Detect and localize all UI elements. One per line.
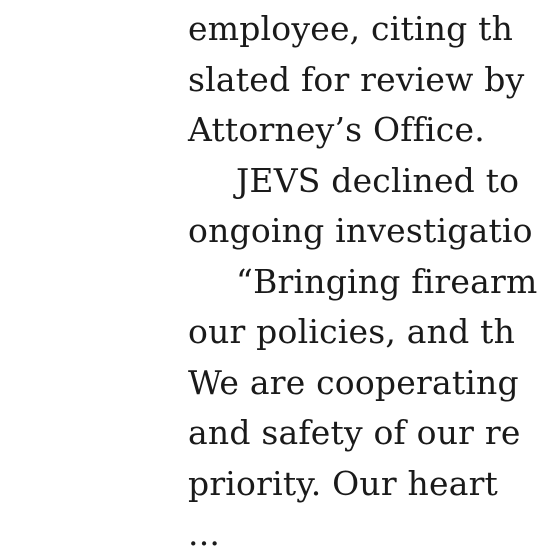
text-line: slated for review by xyxy=(188,59,525,99)
text-line: ongoing investigatio xyxy=(188,211,533,250)
text-line: our policies, and th xyxy=(188,312,516,351)
paragraph-start-line: “Bringing firearm xyxy=(236,261,537,301)
text-line: and safety of our re xyxy=(188,413,521,452)
paragraph-start-line: JEVS declined to xyxy=(236,160,520,200)
text-line: employee, citing th xyxy=(188,9,514,48)
text-line: priority. Our heart xyxy=(188,463,499,503)
article-body-text xyxy=(188,4,537,560)
text-line-partial: ... xyxy=(188,514,221,553)
text-line: We are cooperating xyxy=(188,362,519,402)
text-line: Attorney’s Office. xyxy=(188,110,485,149)
